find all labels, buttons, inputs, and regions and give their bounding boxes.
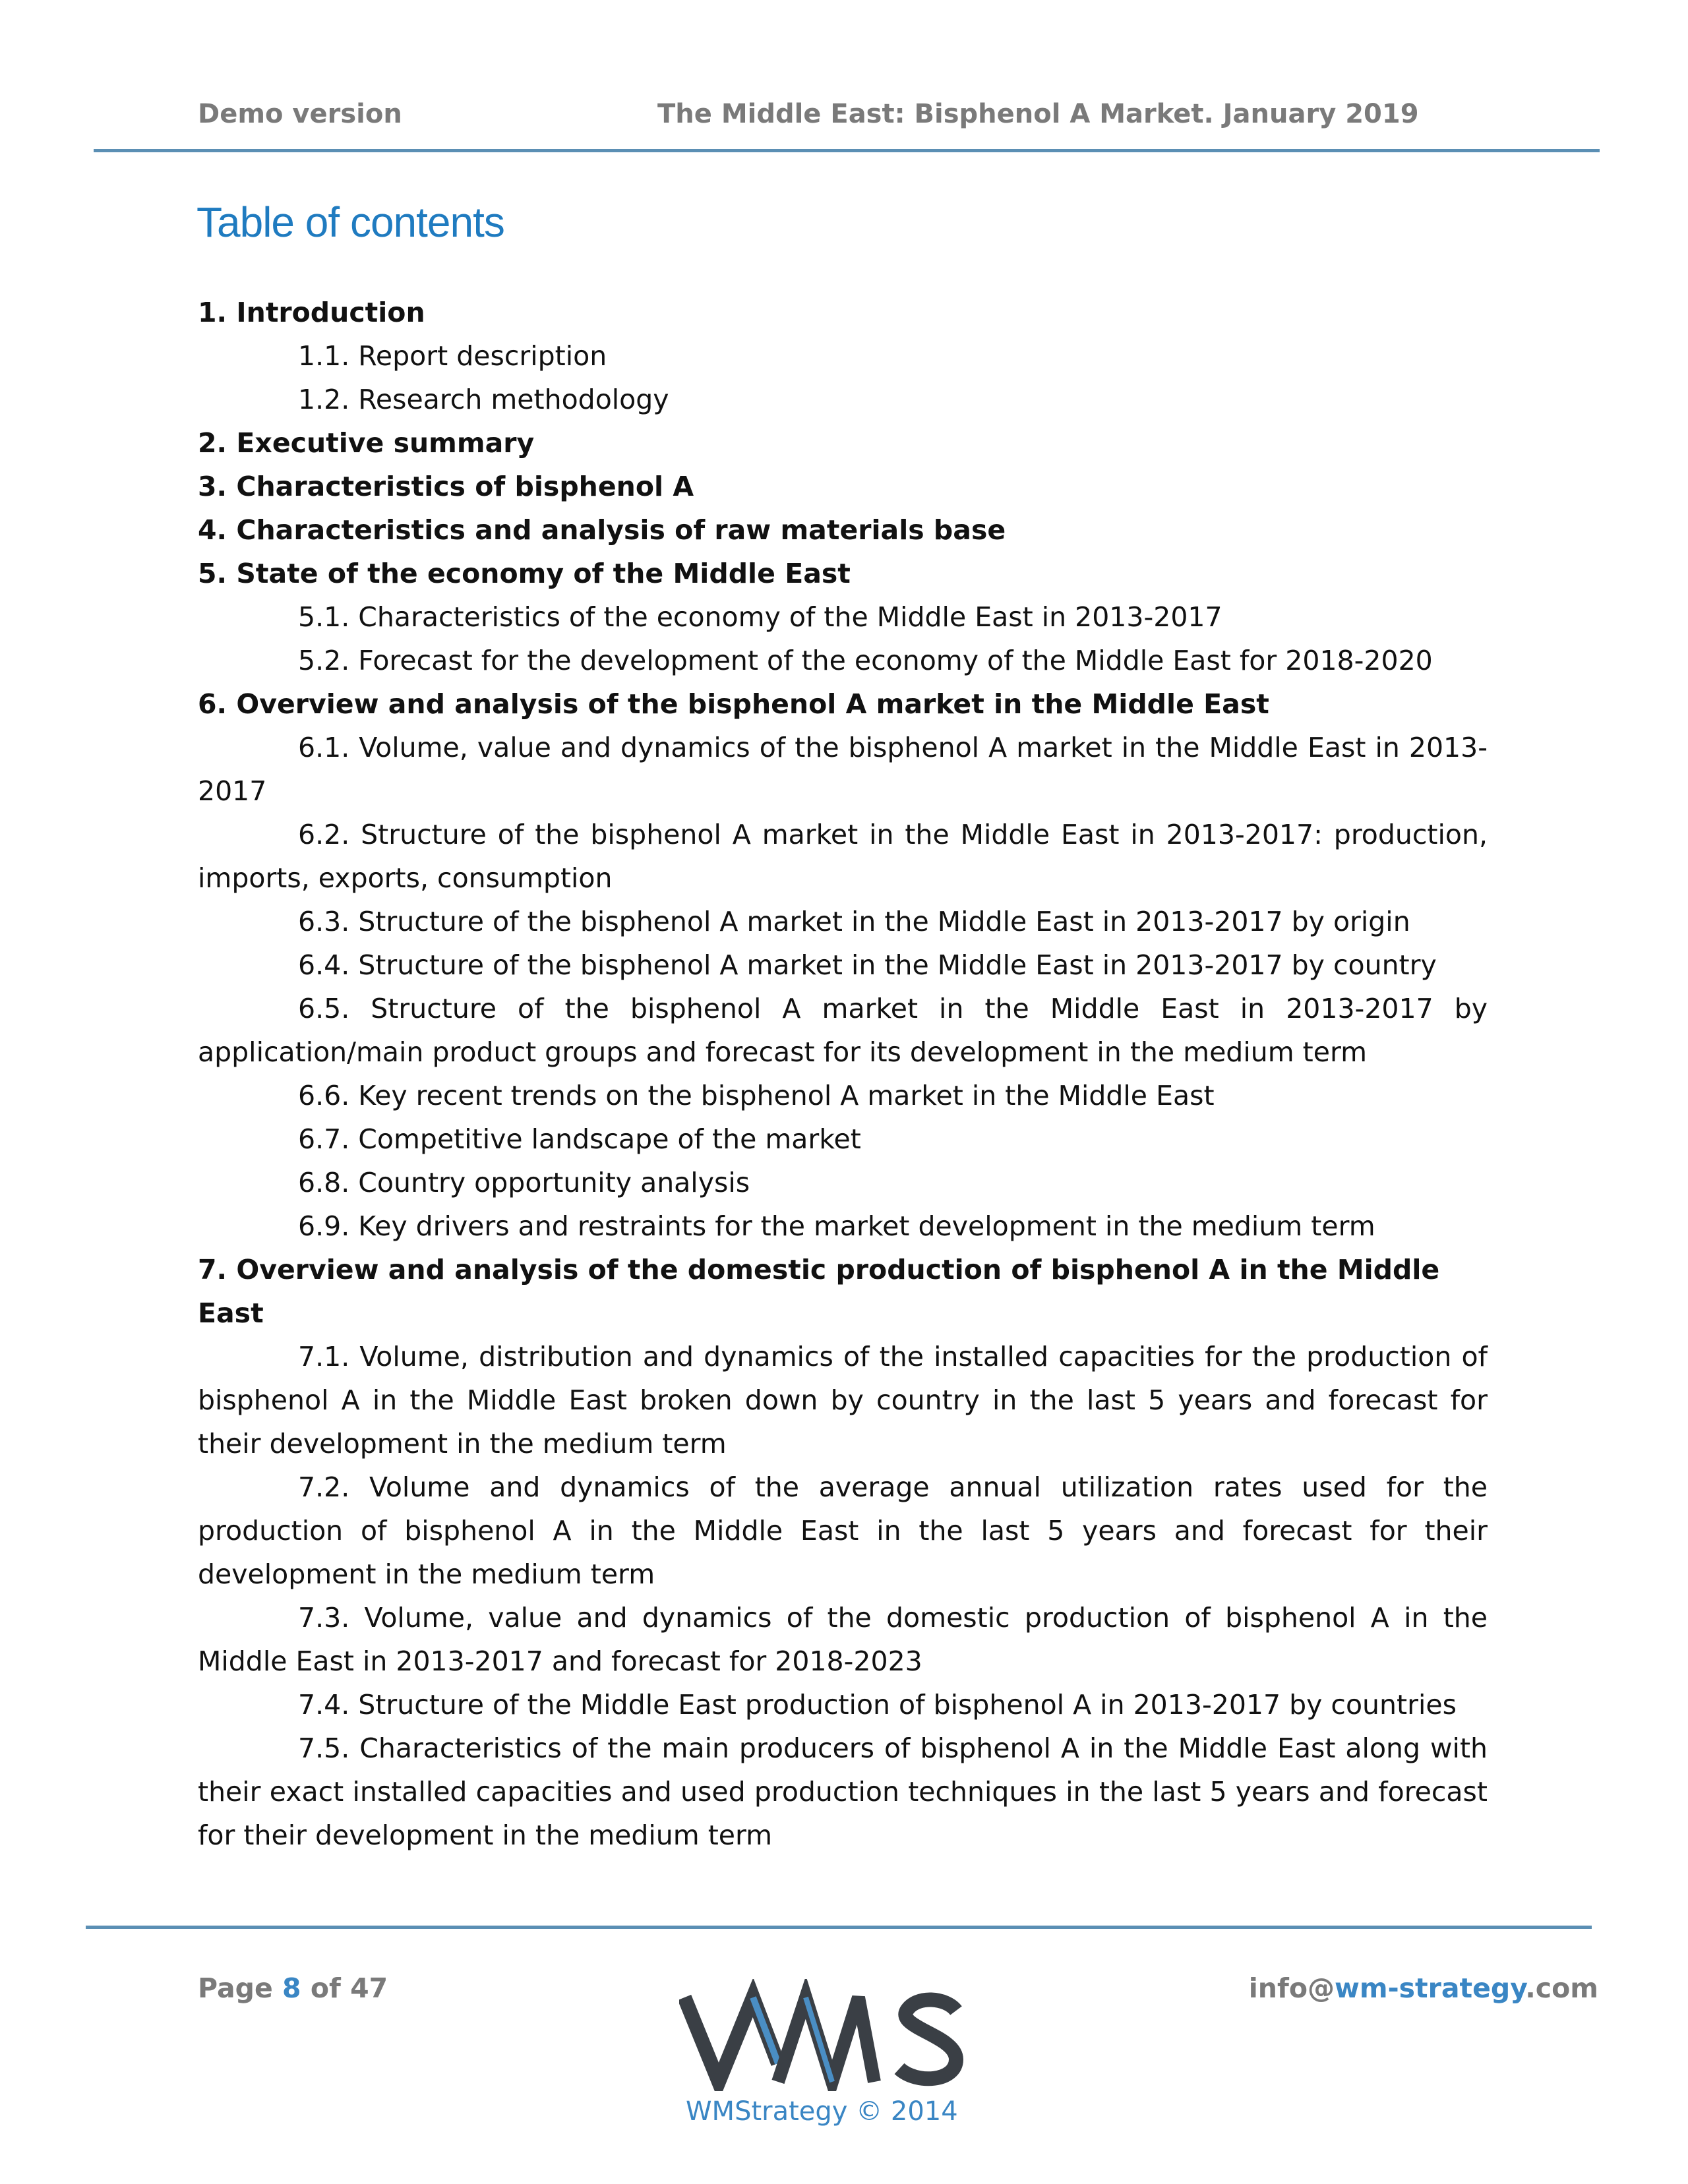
- toc-section[interactable]: 5. State of the economy of the Middle East: [198, 558, 851, 589]
- toc-section[interactable]: 1. Introduction: [198, 297, 425, 328]
- header-divider: [94, 149, 1600, 152]
- email-domain: wm-strategy: [1334, 1972, 1526, 2004]
- toc-subsection[interactable]: 1.1. Report description: [298, 340, 607, 372]
- logo-caption: WMStrategy © 2014: [686, 2096, 958, 2127]
- toc-section[interactable]: 2. Executive summary: [198, 427, 535, 459]
- toc-subsection[interactable]: 7.5. Characteristics of the main producers of bisphenol A in the Middle East along with their exact installed capacities and used production techniques in the last 5 years and forecast for their development in the medium term: [198, 1732, 1488, 1851]
- toc-section[interactable]: 6. Overview and analysis of the bisphenol A market in the Middle East: [198, 688, 1269, 720]
- header-report-title: The Middle East: Bisphenol A Market. January 2019: [657, 99, 1419, 129]
- page-number: 8: [282, 1972, 301, 2004]
- toc-subsection[interactable]: 6.9. Key drivers and restraints for the market development in the medium term: [298, 1210, 1375, 1242]
- page-total: 47: [350, 1972, 388, 2004]
- email-tld: .com: [1525, 1972, 1598, 2004]
- toc-subsection[interactable]: 6.6. Key recent trends on the bisphenol A market in the Middle East: [298, 1080, 1215, 1111]
- toc-section[interactable]: 4. Characteristics and analysis of raw materials base: [198, 514, 1006, 546]
- toc-subsection[interactable]: 7.1. Volume, distribution and dynamics of the installed capacities for the production of bisphenol A in the Middle East broken down by country in the last 5 years and forecast for their development in the medium term: [198, 1341, 1488, 1460]
- toc-subsection[interactable]: 5.2. Forecast for the development of the economy of the Middle East for 2018-2020: [298, 645, 1433, 676]
- toc-subsection[interactable]: 6.8. Country opportunity analysis: [298, 1167, 750, 1198]
- header-demo-label: Demo version: [198, 99, 402, 129]
- contact-email[interactable]: [1249, 1972, 1598, 2004]
- toc-subsection[interactable]: 6.4. Structure of the bisphenol A market in the Middle East in 2013-2017 by country: [298, 949, 1437, 981]
- page-prefix: Page: [198, 1972, 283, 2004]
- toc-subsection[interactable]: 6.5. Structure of the bisphenol A market in the Middle East in 2013-2017 by application/main product groups and forecast for its development in the medium term: [198, 993, 1488, 1068]
- page-indicator: [198, 1972, 388, 2004]
- toc-subsection[interactable]: 1.2. Research methodology: [298, 384, 669, 415]
- footer-divider: [86, 1926, 1592, 1929]
- page-separator: of: [301, 1972, 351, 2004]
- toc-subsection[interactable]: 6.7. Competitive landscape of the market: [298, 1123, 861, 1155]
- toc-subsection[interactable]: 6.2. Structure of the bisphenol A market in the Middle East in 2013-2017: production, imports, exports, consumption: [198, 819, 1488, 894]
- wms-logo: [679, 1979, 969, 2091]
- toc-section[interactable]: 3. Characteristics of bisphenol A: [198, 471, 694, 502]
- toc-subsection[interactable]: 6.1. Volume, value and dynamics of the bisphenol A market in the Middle East in 2013-2017: [198, 732, 1488, 807]
- toc-subsection[interactable]: 7.3. Volume, value and dynamics of the domestic production of bisphenol A in the Middle East in 2013-2017 and forecast for 2018-2023: [198, 1602, 1488, 1677]
- email-user: info@: [1248, 1972, 1335, 2004]
- toc-subsection[interactable]: 7.4. Structure of the Middle East production of bisphenol A in 2013-2017 by countries: [298, 1689, 1457, 1721]
- toc-subsection[interactable]: 6.3. Structure of the bisphenol A market in the Middle East in 2013-2017 by origin: [298, 906, 1410, 937]
- table-of-contents: [198, 291, 1488, 1857]
- toc-section[interactable]: 7. Overview and analysis of the domestic production of bisphenol A in the Middle East: [198, 1254, 1440, 1329]
- toc-subsection[interactable]: 7.2. Volume and dynamics of the average annual utilization rates used for the production of bisphenol A in the Middle East in the last 5 years and forecast for their development in the medium term: [198, 1471, 1488, 1590]
- toc-heading: Table of contents: [196, 198, 504, 246]
- page-header: [198, 99, 1451, 138]
- toc-subsection[interactable]: 5.1. Characteristics of the economy of the Middle East in 2013-2017: [298, 601, 1222, 633]
